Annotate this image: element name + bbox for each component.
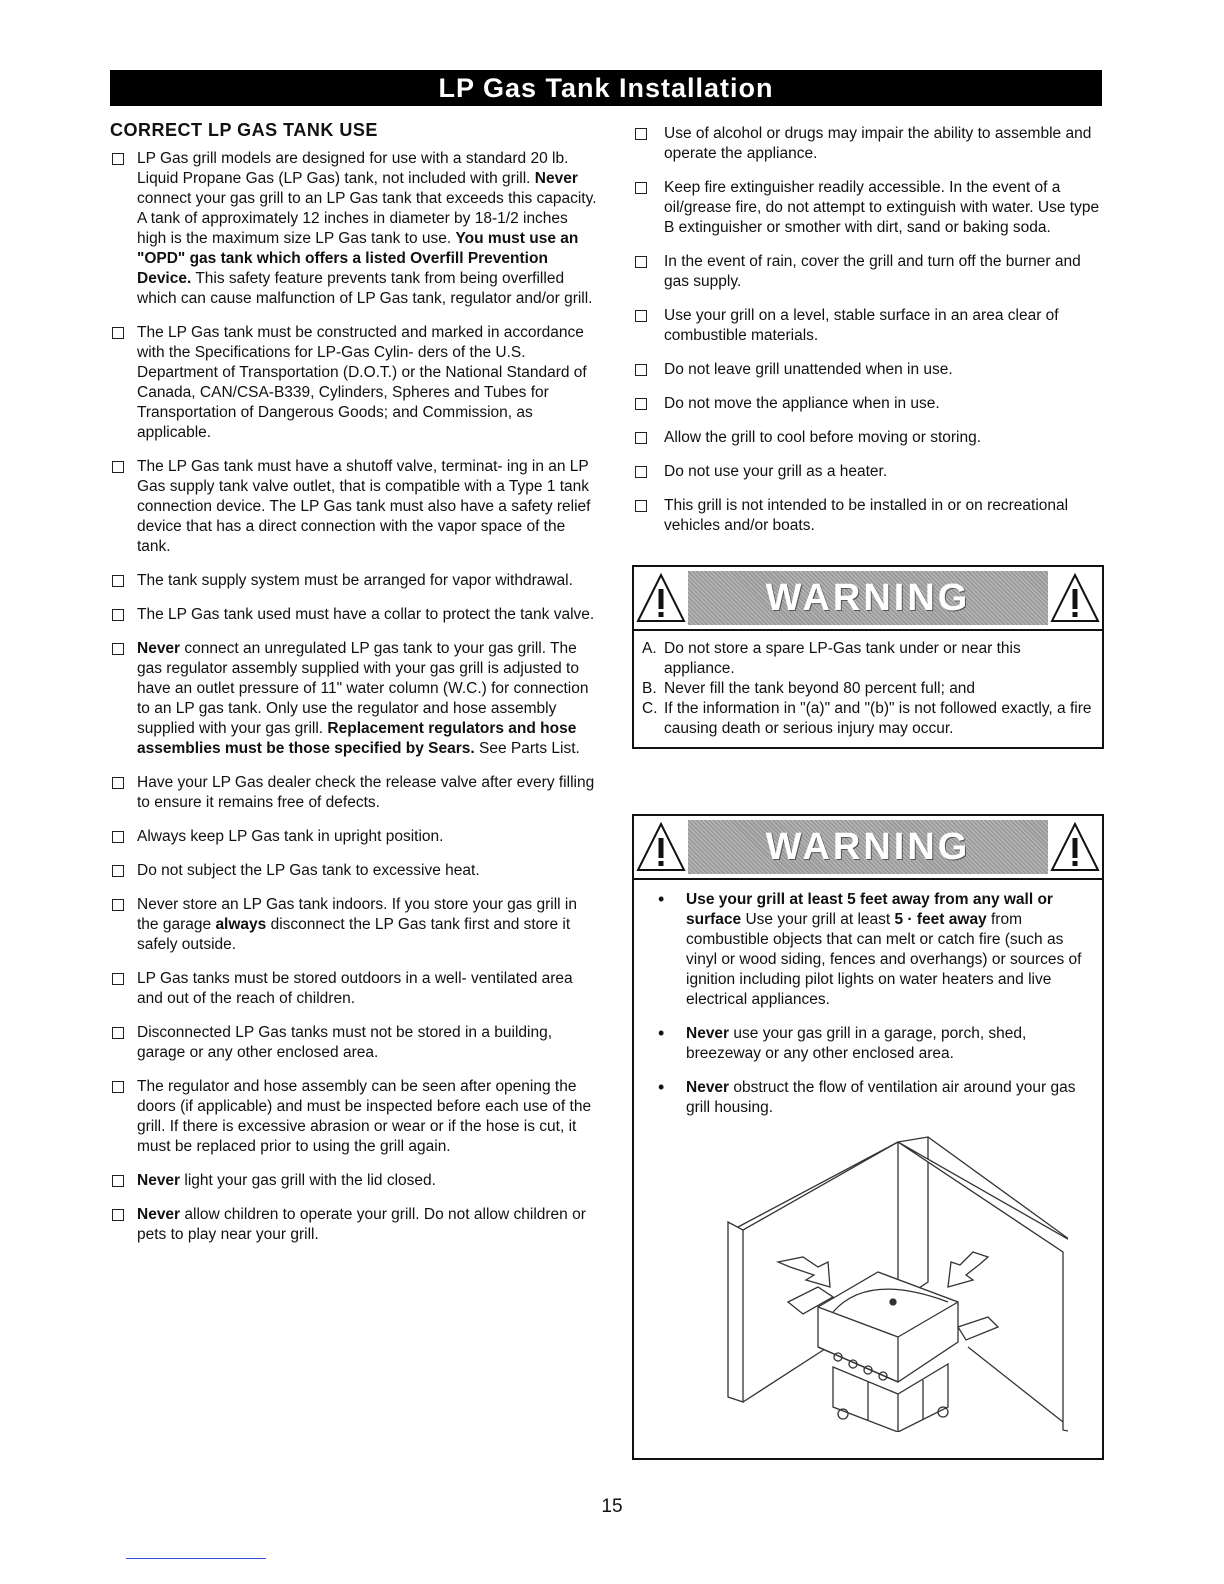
checklist-item xyxy=(110,323,600,443)
text-run: connect your gas grill to an LP Gas tank that exceeds this capacity. A tank of approximately 12 inches in diameter by 18-1/2 inches high is the maximum size LP Gas tank to use. xyxy=(137,190,597,247)
warning-list-item xyxy=(642,639,1092,679)
warning-bullet xyxy=(652,1024,1094,1064)
checklist-item xyxy=(110,1171,600,1191)
warning-triangle-icon xyxy=(1050,821,1100,873)
section-heading: CORRECT LP GAS TANK USE xyxy=(110,120,378,140)
checklist-item xyxy=(632,124,1102,164)
checkbox-icon xyxy=(635,256,647,268)
text-run: Never store an LP Gas tank indoors. If you store your gas grill in the garage xyxy=(137,896,577,933)
checklist-item-text: Do not move the appliance when in use. xyxy=(664,395,940,412)
right-item-list xyxy=(632,124,1102,536)
warning-box-clearance xyxy=(632,814,1104,1460)
checklist-item xyxy=(110,639,600,759)
right-column xyxy=(632,124,1102,550)
text-run: light your gas grill with the lid closed. xyxy=(180,1172,436,1189)
text-run: Disconnected LP Gas tanks must not be stored in a building, garage or any other enclosed area. xyxy=(137,1024,553,1061)
checkbox-icon xyxy=(112,1209,124,1221)
checklist-item xyxy=(110,827,600,847)
text-run: The regulator and hose assembly can be seen after opening the doors (if applicable) and must be inspected before each use of the grill. If there is excessive abrasion or wear or if the hose is cut, it must be replaced prior to using the grill again. xyxy=(137,1078,592,1155)
bold-text: 5 · feet away xyxy=(894,911,987,928)
checklist-item xyxy=(632,394,1102,414)
checkbox-icon xyxy=(112,643,124,655)
checklist-item-text: Allow the grill to cool before moving or storing. xyxy=(664,429,982,446)
checklist-item xyxy=(632,360,1102,380)
warning-title: WARNING xyxy=(765,825,971,868)
checklist-item xyxy=(110,605,600,625)
checkbox-icon xyxy=(112,153,124,165)
warning-band xyxy=(688,571,1048,625)
checkbox-icon xyxy=(112,899,124,911)
page-title: LP Gas Tank Installation xyxy=(110,70,1102,106)
text-run: The tank supply system must be arranged for vapor withdrawal. xyxy=(137,572,573,589)
text-run: The LP Gas tank must have a shutoff valve, terminat- ing in an LP Gas supply tank valve outlet, that is compatible with a Type 1 tank connection device. The LP Gas tank must also have a safety relief device that has a direct connection with the vapor space of the tank. xyxy=(137,458,591,555)
text-run: LP Gas tanks must be stored outdoors in a well- ventilated area and out of the reach of children. xyxy=(137,970,573,1007)
checklist-item-text: Use your grill on a level, stable surface in an area clear of combustible materials. xyxy=(664,307,1059,344)
warning-bullet-list xyxy=(634,880,1102,1118)
grill-clearance-illustration xyxy=(668,1132,1068,1432)
checkbox-icon xyxy=(112,1027,124,1039)
page-number: 15 xyxy=(601,1496,623,1517)
checkbox-icon xyxy=(112,575,124,587)
text-run: connect an unregulated LP gas tank to your gas grill. The gas regulator assembly supplied with your gas grill is adjusted to have an outlet pressure of 11" water column (W.C.) for connection to an LP gas tank. Only use the regulator and hose assembly supplied with your gas grill. xyxy=(137,640,589,737)
checklist-item xyxy=(110,861,600,881)
text-run: The LP Gas tank used must have a collar to protect the tank valve. xyxy=(137,606,595,623)
checklist-item xyxy=(110,1205,600,1245)
warning-triangle-icon xyxy=(636,821,686,873)
left-column xyxy=(110,120,600,1259)
text-run: Have your LP Gas dealer check the release valve after every filling to ensure it remains free of defects. xyxy=(137,774,595,811)
bold-text: You must use an "OPD" gas tank which offers a listed Overfill Prevention Device. xyxy=(137,230,579,287)
warning-triangle-icon xyxy=(1050,572,1100,624)
checkbox-icon xyxy=(635,500,647,512)
checkbox-icon xyxy=(635,128,647,140)
warning-band xyxy=(688,820,1048,874)
checklist-item-text: In the event of rain, cover the grill and turn off the burner and gas supply. xyxy=(664,253,1081,290)
text-run: LP Gas grill models are designed for use with a standard 20 lb. Liquid Propane Gas (LP Gas) tank, not included with grill. xyxy=(137,150,569,187)
checkbox-icon xyxy=(635,182,647,194)
text-run: See Parts List. xyxy=(474,740,580,757)
checkbox-icon xyxy=(635,466,647,478)
checklist-item xyxy=(632,306,1102,346)
warning-bullet xyxy=(652,890,1094,1010)
text-run: allow children to operate your grill. Do not allow children or pets to play near your grill. xyxy=(137,1206,586,1243)
bold-text: Never xyxy=(137,1206,181,1223)
warning-list xyxy=(634,631,1102,747)
warning-item-label: B. xyxy=(642,680,657,697)
checkbox-icon xyxy=(112,973,124,985)
checkbox-icon xyxy=(635,432,647,444)
checkbox-icon xyxy=(112,777,124,789)
checkbox-icon xyxy=(112,1175,124,1187)
checkbox-icon xyxy=(635,364,647,376)
bullet-icon: • xyxy=(658,1077,665,1097)
checklist-item xyxy=(110,571,600,591)
checkbox-icon xyxy=(112,327,124,339)
checklist-item xyxy=(632,496,1102,536)
checkbox-icon xyxy=(112,461,124,473)
warning-triangle-icon xyxy=(636,572,686,624)
bold-text: Replacement regulators and hose assemblies must be those specified by Sears. xyxy=(137,720,577,757)
warning-list-item xyxy=(642,699,1092,739)
warning-header xyxy=(634,567,1102,631)
bold-text: always xyxy=(215,916,267,933)
warning-item-text: Do not store a spare LP-Gas tank under or near this appliance. xyxy=(664,640,1021,677)
bold-text: Use your grill at least 5 feet away from any wall or surface xyxy=(686,891,1053,928)
checklist-item-text: This grill is not intended to be installed in or on recreational vehicles and/or boats. xyxy=(664,497,1069,534)
warning-bullet xyxy=(652,1078,1094,1118)
checklist-item-text: Do not use your grill as a heater. xyxy=(664,463,888,480)
checklist-item xyxy=(632,428,1102,448)
checklist-item xyxy=(110,1023,600,1063)
text-run: The LP Gas tank must be constructed and marked in accordance with the Specifications for LP-Gas Cylin- ders of the U.S. Department of Transportation (D.O.T.) or the National Standard of Canada, CAN/CSA-B339, Cylinders, Spheres and Tubes for Transportation of Dangerous Goods; and Commission, as applicable. xyxy=(137,324,587,441)
bold-text: Never xyxy=(534,170,578,187)
bold-text: Never xyxy=(137,1172,181,1189)
checklist-item xyxy=(632,462,1102,482)
checkbox-icon xyxy=(112,831,124,843)
warning-list-item xyxy=(642,679,1092,699)
warning-title: WARNING xyxy=(765,576,971,619)
bullet-icon: • xyxy=(658,1023,665,1043)
checklist-item-text: Use of alcohol or drugs may impair the ability to assemble and operate the appliance. xyxy=(664,125,1092,162)
checklist-item-text: Do not leave grill unattended when in use. xyxy=(664,361,953,378)
checklist-item xyxy=(110,149,600,309)
warning-item-text: If the information in "(a)" and "(b)" is not followed exactly, a fire causing death or serious injury may occur. xyxy=(664,700,1092,737)
text-run: use your gas grill in a garage, porch, shed, breezeway or any other enclosed area. xyxy=(686,1025,1027,1062)
checkbox-icon xyxy=(112,865,124,877)
checklist-item xyxy=(110,1077,600,1157)
checkbox-icon xyxy=(112,1081,124,1093)
checklist-item xyxy=(110,457,600,557)
checklist-item-text: Keep fire extinguisher readily accessible. In the event of a oil/grease fire, do not attempt to extinguish with water. Use type B extinguisher or smother with dirt, sand or baking soda. xyxy=(664,179,1100,236)
checkbox-icon xyxy=(112,609,124,621)
bullet-icon: • xyxy=(658,889,665,909)
text-run: from combustible objects that can melt or catch fire (such as vinyl or wood siding, fences and overhangs) or sources of ignition including pilot lights on water heaters and live electrical appliances. xyxy=(686,911,1082,1008)
bold-text: Never xyxy=(686,1025,730,1042)
text-run: This safety feature prevents tank from being overfilled which can cause malfunction of LP Gas tank, regulator and/or grill. xyxy=(137,270,593,307)
warning-item-label: C. xyxy=(642,700,658,717)
bold-text: Never xyxy=(137,640,181,657)
warning-header xyxy=(634,816,1102,880)
text-run: Always keep LP Gas tank in upright position. xyxy=(137,828,444,845)
checklist-item xyxy=(632,178,1102,238)
footer-line xyxy=(126,1558,266,1559)
bold-text: Never xyxy=(686,1079,730,1096)
text-run: disconnect the LP Gas tank first and store it safely outside. xyxy=(137,916,571,953)
warning-item-label: A. xyxy=(642,640,657,657)
checklist-item xyxy=(110,895,600,955)
checklist-item xyxy=(110,773,600,813)
left-item-list xyxy=(110,149,600,1245)
text-run: Use your grill at least xyxy=(741,911,895,928)
checkbox-icon xyxy=(635,398,647,410)
warning-item-text: Never fill the tank beyond 80 percent full; and xyxy=(664,680,976,697)
warning-box-tank xyxy=(632,565,1104,749)
checkbox-icon xyxy=(635,310,647,322)
text-run: Do not subject the LP Gas tank to excessive heat. xyxy=(137,862,480,879)
checklist-item xyxy=(110,969,600,1009)
checklist-item xyxy=(632,252,1102,292)
text-run: obstruct the flow of ventilation air around your gas grill housing. xyxy=(686,1079,1076,1116)
